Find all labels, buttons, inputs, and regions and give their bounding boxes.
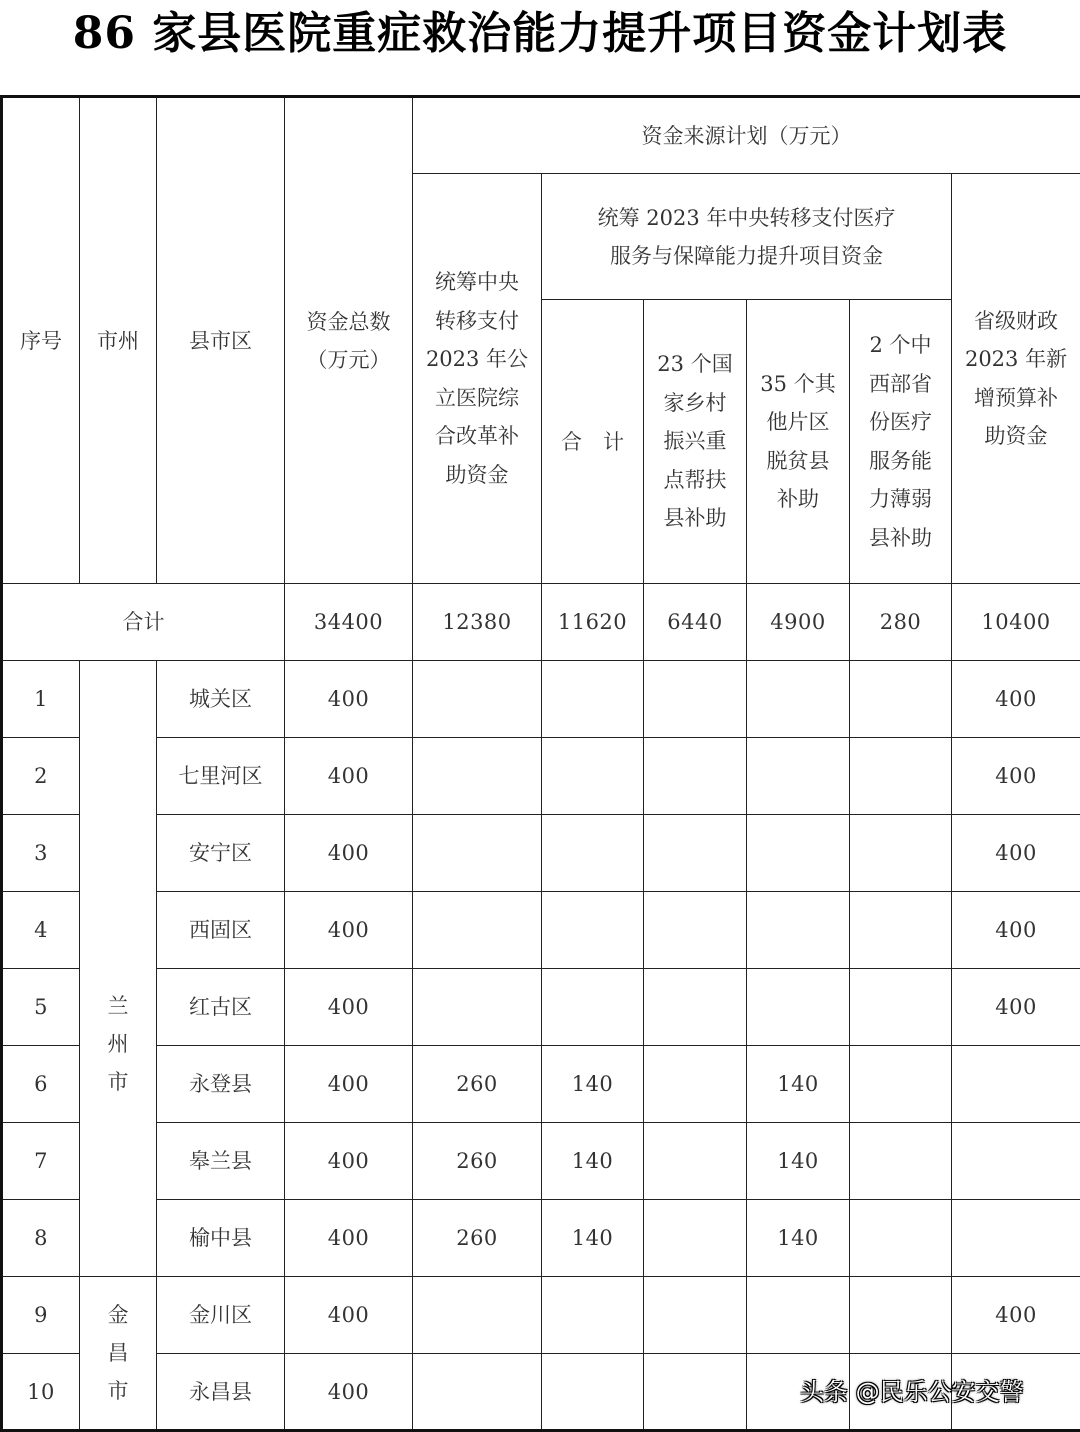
row-county: 金川区 (157, 1277, 285, 1354)
row-poverty-35: 140 (747, 1200, 850, 1277)
table-row (2, 1200, 1080, 1277)
row-rural-23 (644, 815, 747, 892)
row-total: 400 (285, 969, 413, 1046)
row-seq: 3 (2, 815, 80, 892)
row-provincial: 400 (952, 815, 1080, 892)
row-total: 400 (285, 661, 413, 738)
table-row (2, 661, 1080, 738)
row-county: 红古区 (157, 969, 285, 1046)
row-provincial (952, 1046, 1080, 1123)
header-source-plan: 资金来源计划（万元） (413, 97, 1080, 174)
totals-weak-2: 280 (850, 584, 952, 661)
row-poverty-35 (747, 661, 850, 738)
row-county: 城关区 (157, 661, 285, 738)
totals-label: 合计 (2, 584, 285, 661)
row-subtotal (542, 1277, 644, 1354)
row-rural-23 (644, 1123, 747, 1200)
row-rural-23 (644, 1046, 747, 1123)
header-rural-23: 23 个国 家乡村 振兴重 点帮扶 县补助 (644, 300, 747, 584)
row-subtotal: 140 (542, 1123, 644, 1200)
row-weak-2 (850, 1123, 952, 1200)
totals-rural-23: 6440 (644, 584, 747, 661)
row-subtotal (542, 1354, 644, 1431)
row-central-reform (413, 815, 542, 892)
row-central-reform: 260 (413, 1046, 542, 1123)
row-poverty-35 (747, 815, 850, 892)
row-poverty-35: 140 (747, 1123, 850, 1200)
row-rural-23 (644, 1200, 747, 1277)
funding-table (0, 95, 1080, 1432)
table-row (2, 969, 1080, 1046)
table-row (2, 738, 1080, 815)
table-row (2, 892, 1080, 969)
row-seq: 9 (2, 1277, 80, 1354)
row-central-reform (413, 738, 542, 815)
header-county: 县市区 (157, 97, 285, 584)
row-poverty-35: 140 (747, 1046, 850, 1123)
row-subtotal: 140 (542, 1046, 644, 1123)
row-total: 400 (285, 1277, 413, 1354)
row-poverty-35 (747, 969, 850, 1046)
row-central-reform (413, 1354, 542, 1431)
row-seq: 4 (2, 892, 80, 969)
header-central-reform: 统筹中央 转移支付 2023 年公 立医院综 合改革补 助资金 (413, 174, 542, 584)
row-weak-2 (850, 892, 952, 969)
row-rural-23 (644, 969, 747, 1046)
row-provincial: 400 (952, 661, 1080, 738)
row-central-reform (413, 969, 542, 1046)
row-seq: 5 (2, 969, 80, 1046)
city-cell-lanzhou: 兰 州 市 (80, 661, 157, 1277)
row-subtotal (542, 892, 644, 969)
row-provincial (952, 1200, 1080, 1277)
table-row (2, 1123, 1080, 1200)
row-rural-23 (644, 738, 747, 815)
row-subtotal (542, 815, 644, 892)
watermark: 头条 @民乐公安交警 (800, 1372, 1024, 1407)
row-weak-2 (850, 1277, 952, 1354)
row-seq: 7 (2, 1123, 80, 1200)
row-county: 永登县 (157, 1046, 285, 1123)
row-rural-23 (644, 1277, 747, 1354)
row-weak-2 (850, 1046, 952, 1123)
totals-total: 34400 (285, 584, 413, 661)
row-central-reform (413, 892, 542, 969)
row-county: 安宁区 (157, 815, 285, 892)
row-rural-23 (644, 892, 747, 969)
row-weak-2 (850, 661, 952, 738)
header-subtotal: 合 计 (542, 300, 644, 584)
row-subtotal (542, 738, 644, 815)
row-seq: 8 (2, 1200, 80, 1277)
header-provincial: 省级财政 2023 年新 增预算补 助资金 (952, 174, 1080, 584)
header-seq: 序号 (2, 97, 80, 584)
table-row (2, 815, 1080, 892)
row-subtotal (542, 661, 644, 738)
page-title: 86 家县医院重症救治能力提升项目资金计划表 (0, 0, 1080, 72)
row-total: 400 (285, 1046, 413, 1123)
row-seq: 2 (2, 738, 80, 815)
row-central-reform: 260 (413, 1123, 542, 1200)
header-central-medical-group: 统筹 2023 年中央转移支付医疗 服务与保障能力提升项目资金 (542, 174, 952, 300)
header-total: 资金总数 （万元） (285, 97, 413, 584)
row-central-reform: 260 (413, 1200, 542, 1277)
row-provincial: 400 (952, 1277, 1080, 1354)
row-rural-23 (644, 1354, 747, 1431)
row-seq: 1 (2, 661, 80, 738)
row-county: 永昌县 (157, 1354, 285, 1431)
header-poverty-35: 35 个其 他片区 脱贫县 补助 (747, 300, 850, 584)
totals-subtotal: 11620 (542, 584, 644, 661)
row-county: 七里河区 (157, 738, 285, 815)
header-city: 市州 (80, 97, 157, 584)
totals-row (2, 584, 1080, 661)
row-provincial: 400 (952, 892, 1080, 969)
row-weak-2 (850, 815, 952, 892)
row-provincial: 400 (952, 738, 1080, 815)
row-rural-23 (644, 661, 747, 738)
row-provincial (952, 1123, 1080, 1200)
totals-central-reform: 12380 (413, 584, 542, 661)
row-total: 400 (285, 738, 413, 815)
row-total: 400 (285, 892, 413, 969)
row-provincial: 400 (952, 969, 1080, 1046)
row-county: 榆中县 (157, 1200, 285, 1277)
row-seq: 10 (2, 1354, 80, 1431)
row-total: 400 (285, 815, 413, 892)
table-row (2, 1277, 1080, 1354)
row-subtotal (542, 969, 644, 1046)
row-central-reform (413, 661, 542, 738)
row-weak-2 (850, 738, 952, 815)
row-seq: 6 (2, 1046, 80, 1123)
row-total: 400 (285, 1354, 413, 1431)
row-total: 400 (285, 1123, 413, 1200)
row-poverty-35 (747, 738, 850, 815)
row-weak-2 (850, 1200, 952, 1277)
row-subtotal: 140 (542, 1200, 644, 1277)
row-poverty-35 (747, 1277, 850, 1354)
row-weak-2 (850, 969, 952, 1046)
table-row (2, 1046, 1080, 1123)
row-central-reform (413, 1277, 542, 1354)
row-county: 皋兰县 (157, 1123, 285, 1200)
row-county: 西固区 (157, 892, 285, 969)
totals-provincial: 10400 (952, 584, 1080, 661)
totals-poverty-35: 4900 (747, 584, 850, 661)
row-total: 400 (285, 1200, 413, 1277)
city-cell-jinchang: 金 昌 市 (80, 1277, 157, 1431)
header-weak-2: 2 个中 西部省 份医疗 服务能 力薄弱 县补助 (850, 300, 952, 584)
row-poverty-35 (747, 892, 850, 969)
